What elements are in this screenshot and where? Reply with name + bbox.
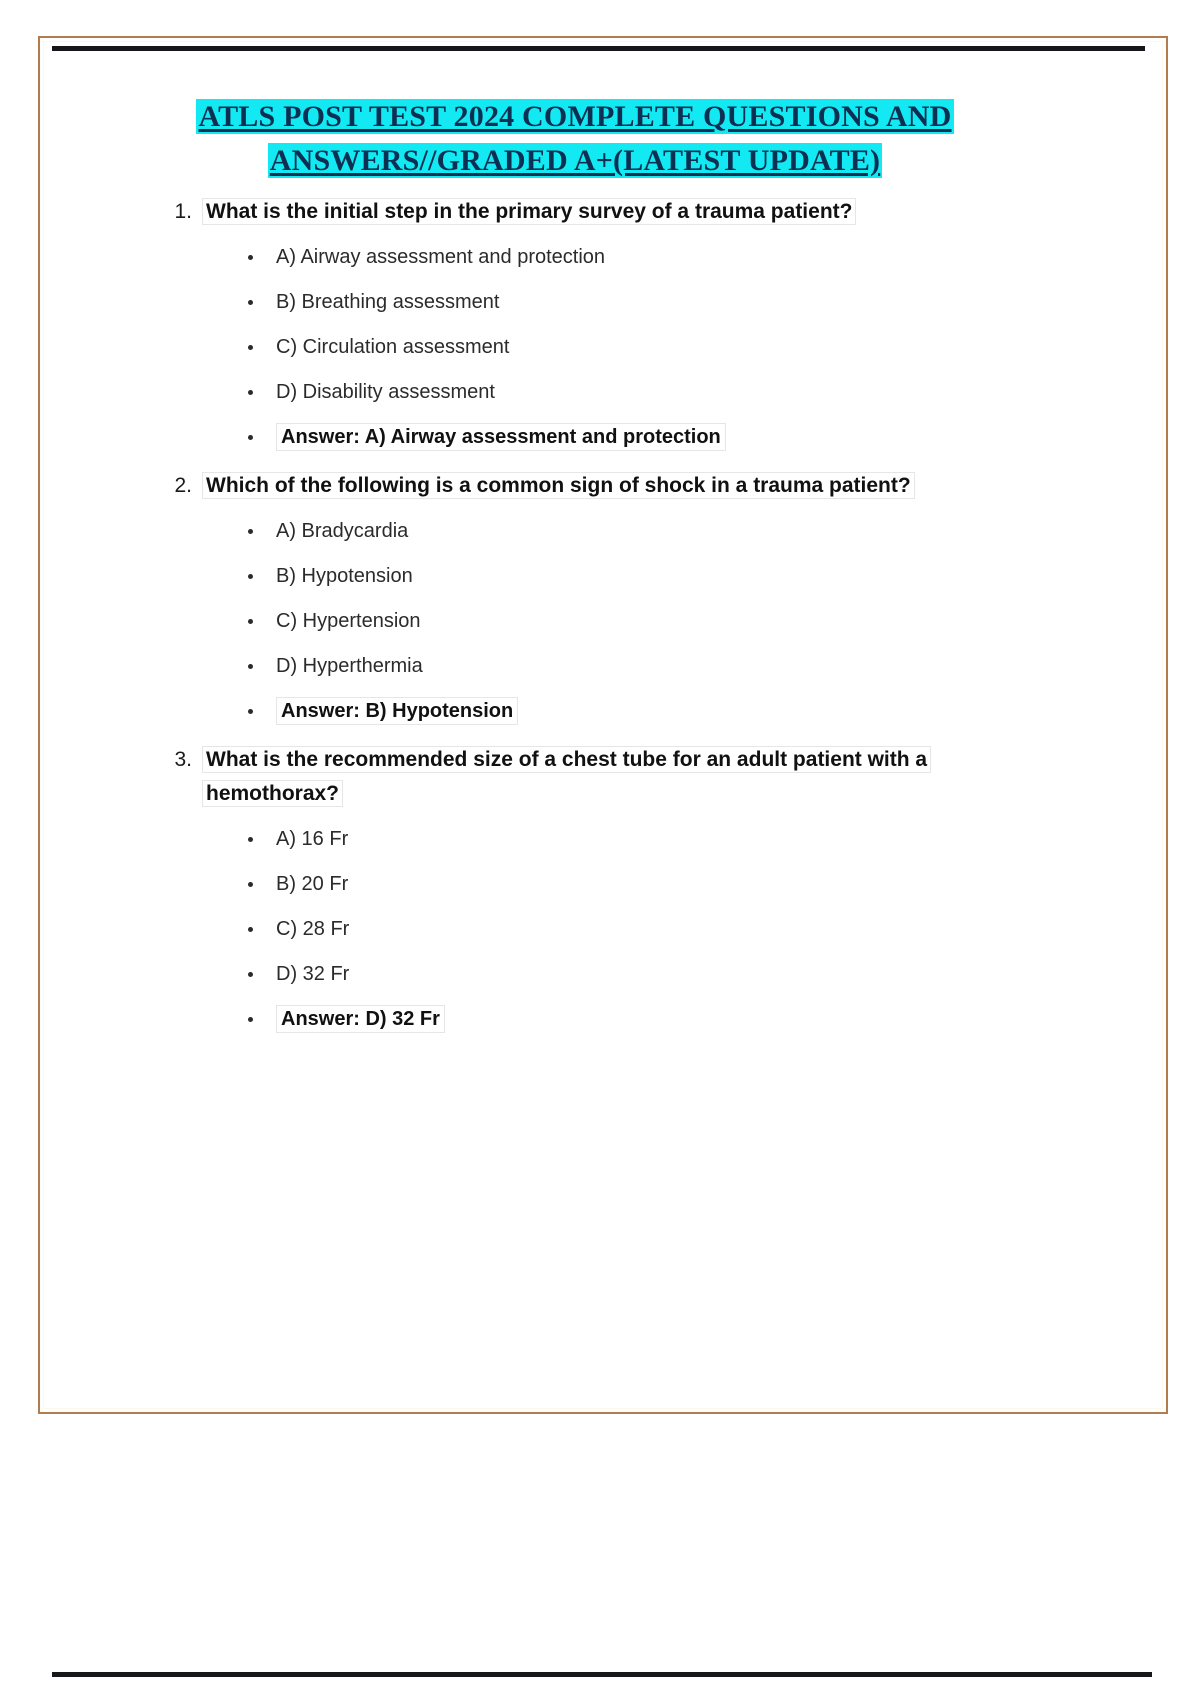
footer-rule [52,1672,1152,1677]
option-item: C) 28 Fr [240,915,1040,943]
option-item: B) Hypotension [240,562,1040,590]
option-item: C) Hypertension [240,607,1040,635]
title-line-2: ANSWERS//GRADED A+(LATEST UPDATE) [269,144,881,177]
question-text [202,195,1007,229]
option-item: A) Bradycardia [240,517,1040,545]
question-block [110,743,1040,1033]
question-list [110,195,1040,1033]
answer-item [240,423,1040,451]
option-item: B) 20 Fr [240,870,1040,898]
answer-text-shading: Answer: B) Hypotension [276,697,518,725]
option-item: C) Circulation assessment [240,333,1040,361]
question-block [110,469,1040,725]
question-number: 3. [174,748,192,771]
question-row [110,195,1040,229]
option-item: A) Airway assessment and protection [240,243,1040,271]
header-rule [52,46,1145,51]
question-text [202,743,1007,811]
document-content [110,95,1040,1051]
question-text-shading: Which of the following is a common sign of shock in a trauma patient? [202,472,915,499]
question-row [110,743,1040,811]
answer-text-shading: Answer: D) 32 Fr [276,1005,445,1033]
question-row [110,469,1040,503]
question-text [202,469,1007,503]
option-item: D) 32 Fr [240,960,1040,988]
question-number: 2. [174,474,192,497]
option-item: A) 16 Fr [240,825,1040,853]
page-title [110,95,1040,183]
question-number: 1. [174,200,192,223]
option-list [110,243,1040,451]
option-item: B) Breathing assessment [240,288,1040,316]
answer-text-shading: Answer: A) Airway assessment and protection [276,423,726,451]
option-list [110,825,1040,1033]
answer-item [240,697,1040,725]
question-block [110,195,1040,451]
question-text-shading: What is the initial step in the primary survey of a trauma patient? [202,198,856,225]
question-text-shading: What is the recommended size of a chest tube for an adult patient with a hemothorax? [202,746,931,807]
option-list [110,517,1040,725]
option-item: D) Hyperthermia [240,652,1040,680]
answer-item [240,1005,1040,1033]
title-line-1: ATLS POST TEST 2024 COMPLETE QUESTIONS AND [198,100,952,133]
option-item: D) Disability assessment [240,378,1040,406]
